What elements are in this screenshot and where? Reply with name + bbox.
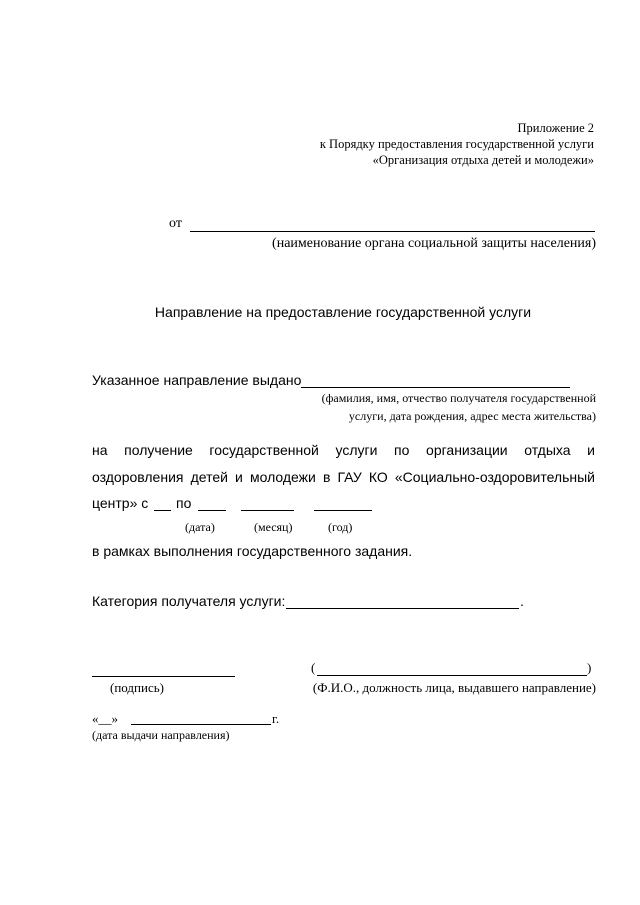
issue-date-prefix: «__» [92, 711, 118, 726]
from-authority-field[interactable] [190, 231, 595, 232]
category-label: Категория получателя услуги: [92, 593, 286, 609]
issuer-caption: (Ф.И.О., должность лица, выдавшего направление) [312, 680, 596, 695]
appendix-line-2: к Порядку предоставления государственной услуги [319, 137, 594, 151]
issue-date-field[interactable] [131, 724, 271, 725]
date-to-year-field[interactable] [314, 510, 372, 511]
date-from-field[interactable] [154, 510, 171, 511]
signature-caption: (подпись) [110, 680, 164, 695]
body-line-4: в рамках выполнения государственного задания. [92, 543, 413, 559]
category-field[interactable] [286, 608, 519, 609]
appendix-line-3: «Организация отдыха детей и молодежи» [372, 153, 594, 167]
date-to-month-field[interactable] [241, 510, 294, 511]
category-suffix: . [520, 593, 524, 609]
issued-label: Указанное направление выдано [92, 372, 302, 388]
month-caption: (месяц) [254, 520, 293, 534]
issue-date-suffix: г. [272, 711, 280, 726]
issue-date-caption: (дата выдачи направления) [92, 728, 230, 742]
from-prefix: от [169, 216, 182, 231]
recipient-caption-1: (фамилия, имя, отчество получателя государственной [321, 391, 596, 405]
body-line-2: оздоровления детей и молодежи в ГАУ КО «Социально-оздоровительный [92, 469, 595, 485]
signature-field[interactable] [92, 676, 235, 677]
appendix-block [320, 120, 594, 168]
document-title: Направление на предоставление государственной услуги [154, 304, 532, 320]
body-line-3-by: по [176, 495, 192, 511]
from-authority-caption: (наименование органа социальной защиты населения) [272, 236, 596, 251]
year-caption: (год) [328, 520, 353, 534]
issuer-name-field[interactable] [317, 675, 587, 676]
recipient-caption-2: услуги, дата рождения, адрес места жительства) [348, 409, 596, 423]
name-close-paren: ) [587, 660, 592, 675]
recipient-field[interactable] [301, 387, 570, 388]
date-caption: (дата) [185, 520, 215, 534]
body-line-3-prefix: центр» с [92, 495, 149, 511]
date-to-day-field[interactable] [198, 510, 226, 511]
name-open-paren: ( [311, 660, 316, 675]
body-line-1: на получение государственной услуги по организации отдыха и [92, 442, 595, 458]
appendix-line-1: Приложение 2 [517, 121, 594, 135]
